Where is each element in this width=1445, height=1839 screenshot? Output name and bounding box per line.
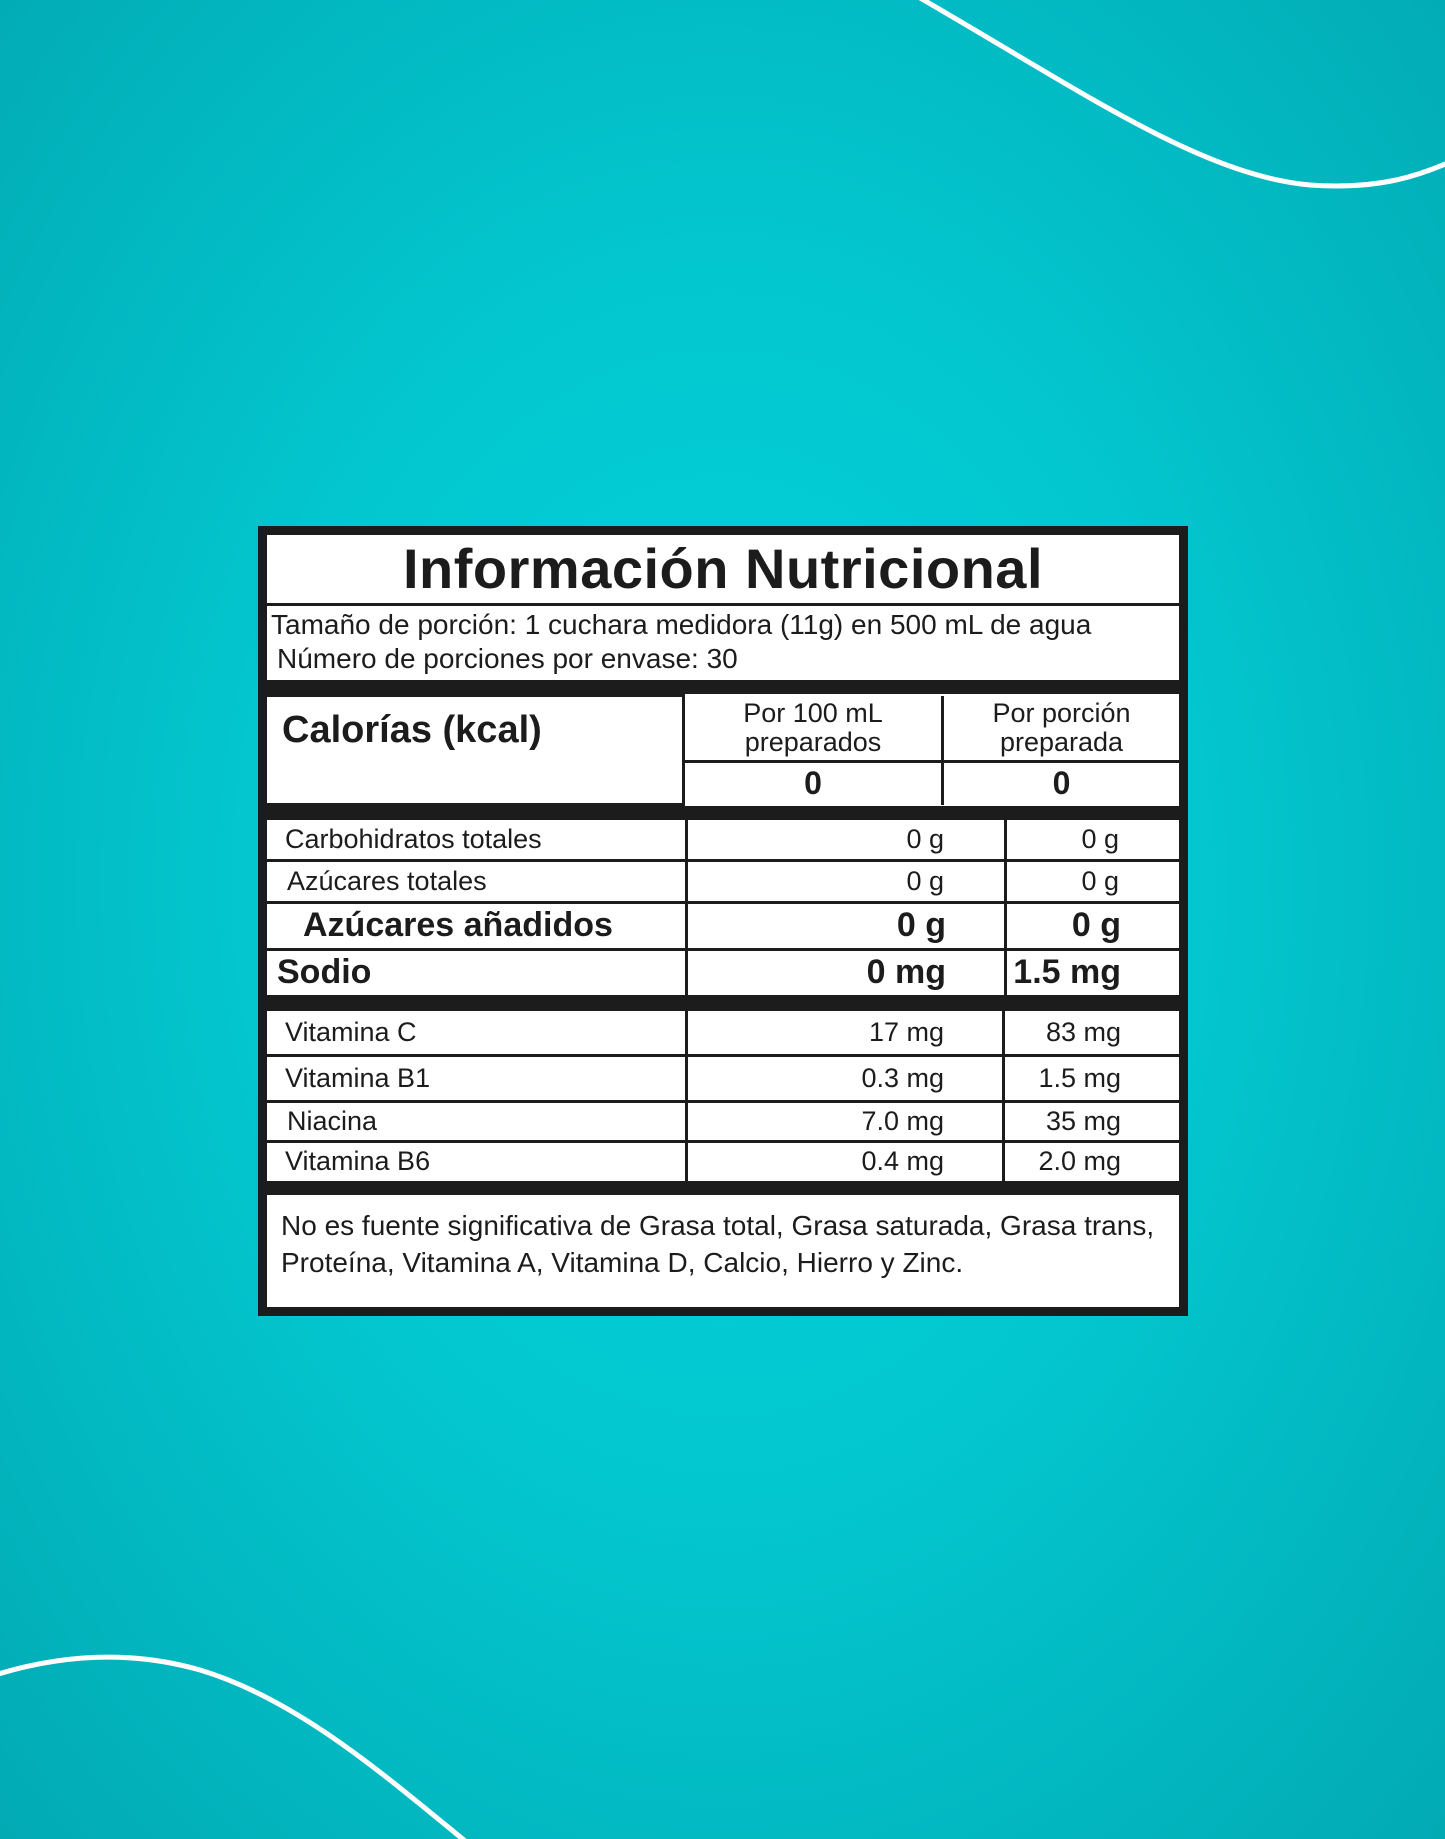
vitamin-name: Vitamina C <box>267 1011 687 1055</box>
nutrient-name: Azúcares totales <box>267 860 687 902</box>
vitamin-per-portion: 1.5 mg <box>1004 1055 1180 1101</box>
nutrient-per-portion: 0 g <box>1006 902 1180 949</box>
calories-per-portion: 0 <box>943 762 1180 805</box>
vitamin-per-portion: 2.0 mg <box>1004 1141 1180 1181</box>
vitamin-per-100: 7.0 mg <box>687 1101 1004 1141</box>
nutrient-row <box>267 860 1179 902</box>
calories-table <box>267 694 1179 806</box>
bottom-left-curve <box>0 1657 470 1839</box>
vitamins-table <box>267 1011 1179 1181</box>
vitamin-name: Vitamina B1 <box>267 1055 687 1101</box>
nutrition-facts-label <box>258 526 1188 1316</box>
nutrient-per-100: 0 g <box>687 902 1006 949</box>
nutrient-per-portion: 0 g <box>1006 860 1180 902</box>
vitamin-row <box>267 1101 1179 1141</box>
vitamin-per-100: 0.4 mg <box>687 1141 1004 1181</box>
thick-divider <box>267 806 1179 820</box>
vitamin-row <box>267 1055 1179 1101</box>
vitamin-per-portion: 83 mg <box>1004 1011 1180 1055</box>
vitamin-per-portion: 35 mg <box>1004 1101 1180 1141</box>
thick-divider <box>267 995 1179 1011</box>
column-header-per-portion: Por porción preparada <box>943 696 1180 762</box>
nutrient-name: Carbohidratos totales <box>267 820 687 860</box>
label-title: Información Nutricional <box>403 537 1043 600</box>
nutrient-row <box>267 949 1179 995</box>
vitamin-row <box>267 1011 1179 1055</box>
nutrient-name: Azúcares añadidos <box>267 902 687 949</box>
nutrient-row <box>267 820 1179 860</box>
footnote: No es fuente significativa de Grasa total, Grasa saturada, Grasa trans, Proteína, Vitamina A, Vitamina D, Calcio, Hierro y Zinc. <box>281 1210 1155 1278</box>
calories-label: Calorías (kcal) <box>267 696 684 805</box>
label-title-row <box>267 535 1179 606</box>
thick-divider <box>267 680 1179 694</box>
calories-per-100: 0 <box>684 762 943 805</box>
servings-per-container: Número de porciones por envase: 30 <box>277 643 738 674</box>
nutrient-per-portion: 0 g <box>1006 820 1180 860</box>
nutrient-row <box>267 902 1179 949</box>
vitamin-per-100: 0.3 mg <box>687 1055 1004 1101</box>
nutrients-table <box>267 820 1179 995</box>
nutrient-per-100: 0 g <box>687 860 1006 902</box>
nutrient-name: Sodio <box>267 949 687 995</box>
vitamin-name: Vitamina B6 <box>267 1141 687 1181</box>
vitamin-per-100: 17 mg <box>687 1011 1004 1055</box>
nutrient-per-100: 0 mg <box>687 949 1006 995</box>
column-header-per-100: Por 100 mL preparados <box>684 696 943 762</box>
serving-size: Tamaño de porción: 1 cuchara medidora (11g) en 500 mL de agua <box>271 609 1092 640</box>
nutrient-per-100: 0 g <box>687 820 1006 860</box>
thick-divider <box>267 1181 1179 1195</box>
top-right-curve <box>915 0 1445 186</box>
serving-info <box>267 606 1179 680</box>
vitamin-name: Niacina <box>267 1101 687 1141</box>
vitamin-row <box>267 1141 1179 1181</box>
nutrient-per-portion: 1.5 mg <box>1006 949 1180 995</box>
